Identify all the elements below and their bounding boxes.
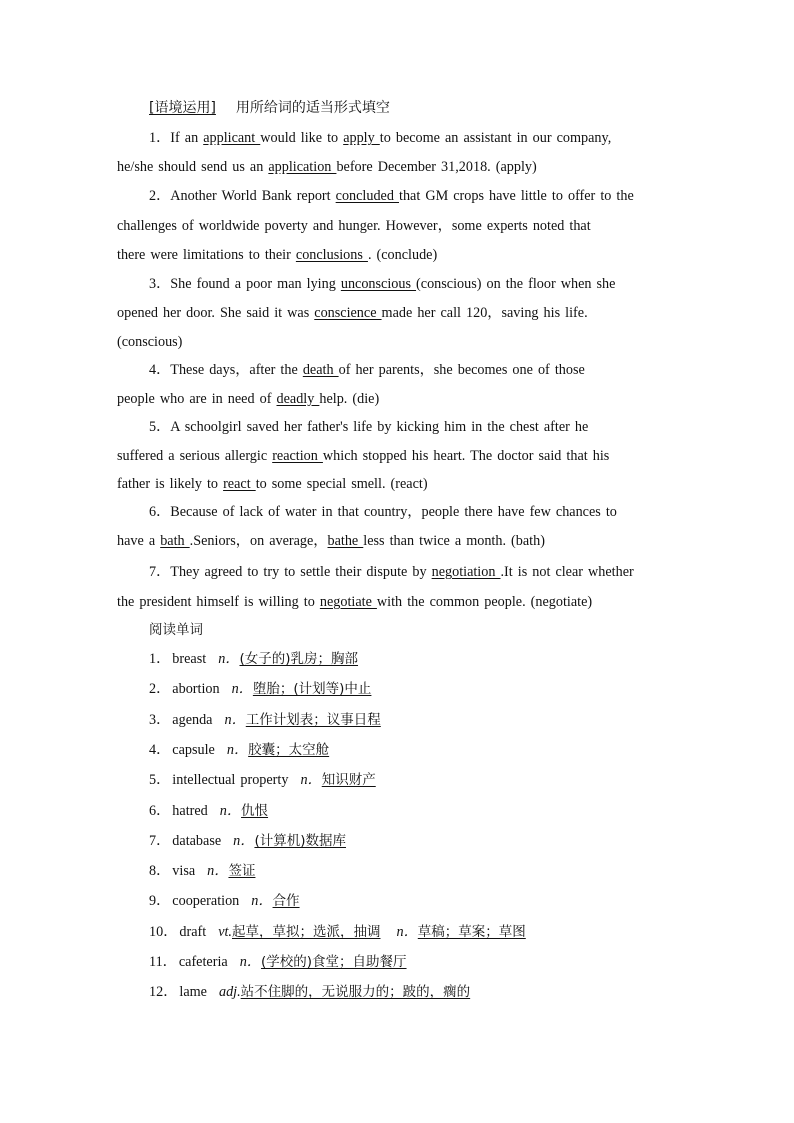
vocab-meaning: (计算机)数据库 [254,832,346,849]
vocab-word: abortion [172,681,220,698]
answer-blank: bathe [327,533,364,549]
vocab-word: intellectual property [172,772,289,789]
vocab-word: database [172,832,222,849]
vocab-number: 10． [149,923,178,940]
section-bracket: [语境运用] [149,100,216,116]
vocab-pos: n． [219,802,242,819]
answer-blank: unconscious [340,276,417,292]
exercise-text: .Seniors，on average， [189,533,328,549]
exercise-5-line-1 [149,417,719,437]
vocab-number: 6． [149,802,171,819]
exercise-text: help. (die) [319,391,380,407]
exercise-5-line-3 [117,474,687,494]
vocab-item [149,770,719,790]
vocab-item [149,710,719,730]
exercise-text: the president himself is willing to [117,594,320,610]
vocab-word: visa [172,863,196,880]
exercise-3-line-1 [149,274,719,294]
exercise-7-line-2 [117,592,687,612]
exercise-text: of her parents，she becomes one of those [338,362,585,378]
vocab-number: 7． [149,832,171,849]
vocab-number: 9． [149,893,171,910]
vocab-number: 3． [149,711,171,728]
exercise-4-line-2 [117,389,687,409]
vocab-word: breast [172,651,207,667]
vocab-item [149,922,719,942]
answer-blank: concluded [335,188,399,204]
vocab-number: 11． [149,954,177,970]
exercise-text: . (conclude) [367,247,438,263]
exercise-6-line-2 [117,531,687,551]
exercise-text: have a [117,533,161,549]
exercise-text: would like to [260,130,344,146]
exercise-3-line-3 [117,332,687,352]
answer-blank: apply [343,130,380,146]
exercise-text: made her call 120，saving his life. [381,305,588,321]
exercise-text: 5．A schoolgirl saved her father's life by kicking him in the chest after he [149,419,589,435]
vocab-number: 1． [149,651,171,667]
answer-blank: deadly [276,391,320,407]
vocab-pos: n． [239,954,261,970]
exercise-text: people who are in need of [117,391,277,407]
answer-blank: negotiation [431,564,501,580]
vocab-meaning: 胶囊；太空舱 [248,741,330,758]
vocab-pos: n． [218,651,240,667]
vocab-number: 2． [149,681,171,698]
vocab-pos: n． [207,863,229,880]
vocab-word: cafeteria [178,954,228,970]
vocab-meaning: 站不住脚的，无说服力的；跛的，瘸的 [240,984,471,1001]
exercise-text: to become an assistant in our company, [379,130,612,146]
exercise-text: there were limitations to their [117,247,296,263]
vocab-meaning: 知识财产 [321,772,376,789]
exercise-text: suffered a serious allergic [117,448,273,464]
vocab-number: 4． [149,741,171,758]
vocab-word: hatred [172,802,208,819]
exercise-2-line-1 [149,186,719,206]
vocab-pos: adj. [218,984,241,1001]
exercise-text: which stopped his heart. The doctor said that his [322,448,610,464]
vocab-pos: n． [251,893,273,910]
vocab-pos: n． [231,681,253,698]
exercise-7-line-1 [149,562,719,582]
exercise-text: 2．Another World Bank report [149,188,336,204]
exercise-text: 6．Because of lack of water in that country，people there have few chances to [149,504,617,520]
vocab-word: agenda [172,711,213,728]
vocab-item [149,801,719,821]
exercise-text: before December 31,2018. (apply) [336,159,537,175]
exercise-text: opened her door. She said it was [117,305,315,321]
answer-blank: bath [160,533,190,549]
vocab-item [149,891,719,911]
answer-blank: reaction [272,448,323,464]
vocab-pos: vt. [218,923,232,940]
exercise-text: with the common people. (negotiate) [376,594,593,610]
section-title [149,98,719,118]
vocab-item [149,649,719,669]
answer-blank: application [268,159,337,175]
answer-blank: negotiate [319,594,377,610]
vocab-word: draft [179,923,207,940]
exercise-text: 1．If an [149,130,204,146]
vocab-item [149,952,719,972]
vocab-meaning: (学校的)食堂；自助餐厅 [260,954,407,970]
vocab-meaning: 工作计划表；议事日程 [245,711,381,728]
exercise-4-line-1 [149,360,719,380]
exercise-text: less than twice a month. (bath) [363,533,545,549]
exercise-text: that GM crops have little to offer to the [399,188,634,204]
exercise-1-line-1 [149,128,719,148]
vocab-word: lame [179,984,207,1001]
answer-blank: applicant [203,130,261,146]
vocab-pos: n． [233,832,255,849]
exercise-text: .It is not clear whether [500,564,634,580]
vocab-number: 8． [149,863,171,880]
answer-blank: death [302,362,339,378]
section-instruction: 用所给词的适当形式填空 [235,100,390,116]
vocab-number: 12． [149,984,178,1001]
vocab-pos: n． [226,741,249,758]
vocab-word: capsule [172,741,215,758]
exercise-2-line-2 [117,216,687,236]
exercise-text: he/she should send us an [117,159,269,175]
vocab-meaning: 草稿；草案；草图 [417,923,526,940]
exercise-6-line-1 [149,502,719,522]
vocab-item [149,740,719,760]
exercise-text: 3．She found a poor man lying [149,276,341,292]
vocab-pos: n． [300,772,322,789]
vocab-item [149,679,719,699]
answer-blank: react [223,476,256,492]
vocab-meaning: 签证 [228,863,256,880]
exercise-1-line-2 [117,157,687,177]
vocab-pos: n． [224,711,246,728]
exercise-text: father is likely to [117,476,224,492]
vocab-meaning: (女子的)乳房；胸部 [239,651,359,667]
vocab-item [149,831,719,851]
vocab-number: 5． [149,772,171,789]
exercise-text: to some special smell. (react) [255,476,428,492]
exercise-text: 4．These days，after the [149,362,303,378]
vocab-meaning: 合作 [272,893,300,910]
answer-blank: conscience [314,305,382,321]
exercise-5-line-2 [117,446,687,466]
vocab-meaning: 堕胎；(计划等)中止 [252,681,372,698]
vocab-item [149,982,719,1002]
vocab-meaning: 仇恨 [241,802,269,819]
exercise-text: challenges of worldwide poverty and hunger. However，some experts noted that [117,218,591,234]
answer-blank: conclusions [295,247,368,263]
exercise-text: (conscious) on the floor when she [416,276,616,292]
vocab-word: cooperation [172,893,240,910]
exercise-2-line-3 [117,245,687,265]
exercise-3-line-2 [117,303,687,323]
vocab-item [149,861,719,881]
reading-title: 阅读单词 [149,622,203,638]
vocab-meaning: 起草，草拟；选派，抽调 [231,923,381,940]
exercise-text: 7．They agreed to try to settle their dispute by [149,564,432,580]
exercise-text: (conscious) [117,334,183,350]
vocab-pos: n． [396,923,418,940]
